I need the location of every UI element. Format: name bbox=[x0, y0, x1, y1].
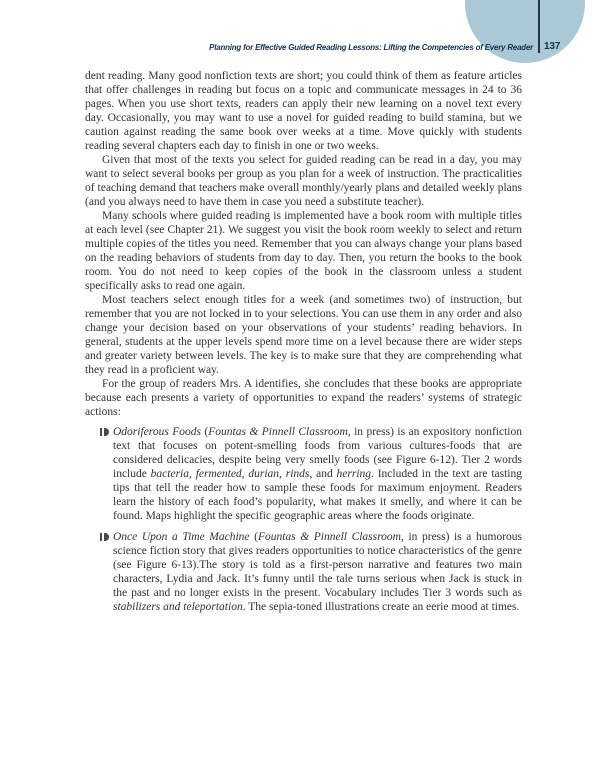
paragraph: Most teachers select enough titles for a week (and sometimes two) of instruction, but remember that you are not locked in to your selections. You can use them in any order and also change your decision based on your observations of your students’ reading behaviors. In general, students at the upper levels spend more time on a level because there are wider steps and greater variety between levels. The key is to make sure that they are comprehending what they read in a proficient way. bbox=[85, 294, 522, 376]
paragraph: Given that most of the texts you select for guided reading can be read in a day, you may want to select several books per group as you plan for a week of instruction. The practicalities of teaching demand that teachers make overall monthly/yearly plans and detailed weekly plans (and you always need to have them in case you need a substitute teacher). bbox=[85, 154, 522, 208]
paragraph: For the group of readers Mrs. A identifies, she concludes that these books are appropriate because each presents a variety of opportunities to expand the readers’ systems of strategic actions: bbox=[85, 378, 522, 418]
list-item-text: Odoriferous Foods (Fountas & Pinnell Classroom, in press) is an expository nonfiction text that focuses on potent-smelling foods from various cultures-foods that are considered delicacies, despite being very smelly foods (see Figure 6-12). Tier 2 words include bacteria, fermented, durian, rinds, and herring. Included in the text are tasting tips that tell the reader how to sample these foods for maximum enjoyment. Readers learn the history of each food’s popularity, what makes it smelly, and where it can be found. Maps highlight the specific geographic areas where the foods originate. bbox=[113, 426, 522, 522]
bullet-list bbox=[85, 425, 522, 614]
list-item bbox=[85, 425, 522, 523]
header-vertical-rule bbox=[538, 0, 540, 53]
running-head-title: Planning for Effective Guided Reading Lessons: Lifting the Competencies of Every Reader bbox=[209, 42, 533, 52]
paragraph-continuation: dent reading. Many good nonfiction texts are short; you could think of them as feature articles that offer challenges in reading but focus on a topic and communicate messages in 24 to 36 pages. When you use short texts, readers can apply their new learning on a novel text every day. Occasionally, you may want to use a novel for guided reading to build stamina, but we caution against reading the same book over weeks at a time. Move quickly with students reading several chapters each day to finish in one or two weeks. bbox=[85, 70, 522, 152]
paragraph: Many schools where guided reading is implemented have a book room with multiple titles at each level (see Chapter 21). We suggest you visit the book room weekly to select and return multiple copies of the titles you need. Remember that you can always change your plans based on the reading behaviors of students from day to day. Then, you return the books to the book room. You do not need to keep copies of the book in the classroom unless a student specifically asks to read one again. bbox=[85, 210, 522, 292]
list-item bbox=[85, 530, 522, 614]
bullet-icon bbox=[100, 428, 109, 436]
body-text-column bbox=[85, 69, 522, 621]
bullet-icon bbox=[100, 533, 109, 541]
page-number: 137 bbox=[544, 40, 561, 52]
list-item-text: Once Upon a Time Machine (Fountas & Pinnell Classroom, in press) is a humorous science fiction story that gives readers opportunities to notice characteristics of the genre (see Figure 6-13).The story is told as a first-person narrative and features two main characters, Lydia and Jack. It’s funny until the tale turns serious when Jack is stuck in the past and no longer exists in the present. Vocabulary includes Tier 3 words such as stabilizers and teleportation. The sepia-toned illustrations create an eerie mood at times. bbox=[113, 531, 522, 613]
corner-circle-decoration bbox=[465, 0, 585, 63]
